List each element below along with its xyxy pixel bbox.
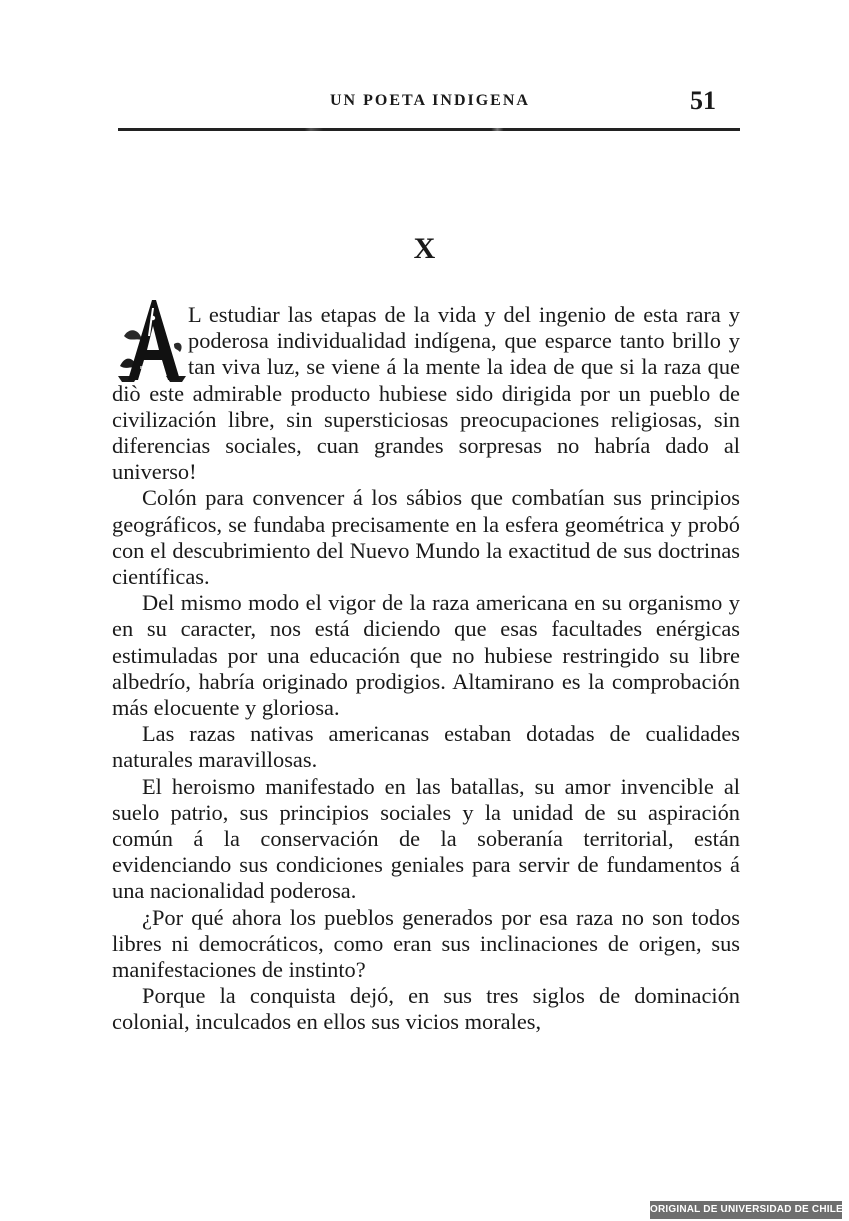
- source-badge: ORIGINAL DE UNIVERSIDAD DE CHILE: [650, 1201, 842, 1219]
- paragraph-1: L estudiar las etapas de la vida y del ingenio de esta rara y poderosa individualidad indígena, que esparce tanto brillo y tan viva luz, se viene á la mente la idea de que si la raza que diò este admirable producto hubiese sido dirigida por un pueblo de civilización libre, sin supersticiosas preocupaciones religiosas, sin diferencias sociales, cuan grandes sorpresas no habría dado al universo!: [112, 302, 740, 485]
- paragraph-6: ¿Por qué ahora los pueblos generados por esa raza no son todos libres ni democráticos, como eran sus inclinaciones de origen, sus manifestaciones de instinto?: [112, 904, 740, 983]
- running-title: UN POETA INDIGENA: [330, 92, 530, 109]
- running-head: [0, 88, 849, 118]
- dropcap-letter: A: [116, 296, 117, 297]
- chapter-heading: X: [413, 232, 436, 265]
- paragraph-2: Colón para convencer á los sábios que combatían sus principios geográficos, se fundaba precisamente en la esfera geométrica y probó con el descubrimiento del Nuevo Mundo la exactitud de sus doctrinas científicas.: [112, 485, 740, 590]
- paragraph-5: El heroismo manifestado en las batallas, su amor invencible al suelo patrio, sus principios sociales y la unidad de su aspiración común á la conservación de la soberanía territorial, están evidenciando sus condiciones geniales para servir de fundamentos á una nacionalidad poderosa.: [112, 773, 740, 904]
- body-text: [112, 302, 740, 1036]
- header-rule: [118, 128, 740, 131]
- paragraph-4: Las razas nativas americanas estaban dotadas de cualidades naturales maravillosas.: [112, 721, 740, 773]
- page-number: 51: [690, 86, 716, 115]
- paragraph-7: Porque la conquista dejó, en sus tres siglos de dominación colonial, inculcados en ellos sus vicios morales,: [112, 983, 740, 1035]
- paragraph-3: Del mismo modo el vigor de la raza americana en su organismo y en su caracter, nos está diciendo que esas facultades enérgicas estimuladas por una educación que no hubiese restringido su libre albedrío, habría originado prodigios. Altamirano es la comprobación más elocuente y gloriosa.: [112, 590, 740, 721]
